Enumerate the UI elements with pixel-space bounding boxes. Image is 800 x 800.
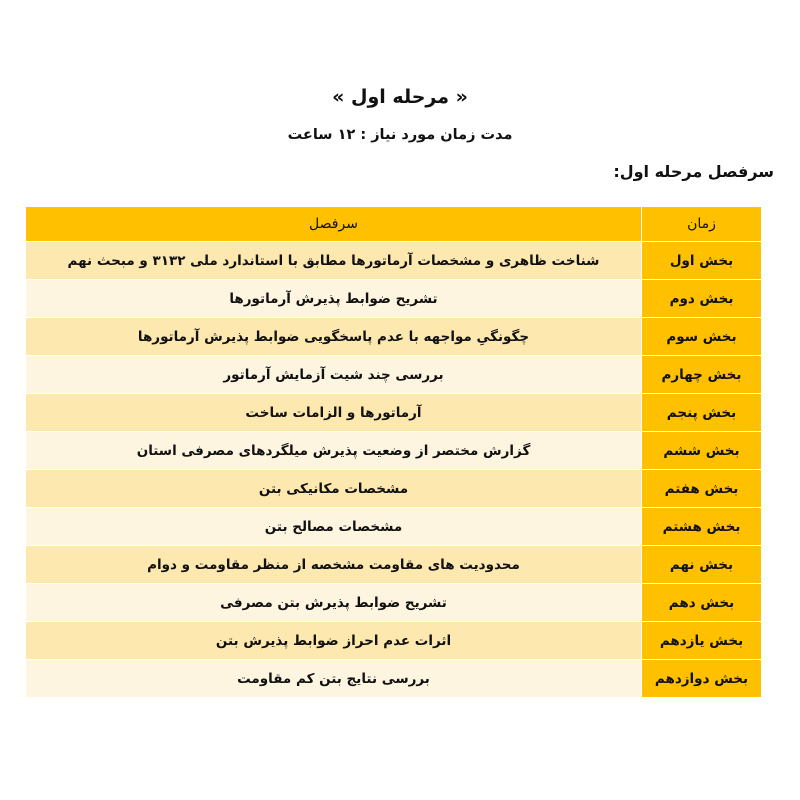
table-row bbox=[26, 318, 762, 356]
table-row bbox=[26, 394, 762, 432]
row-time-cell: بخش نهم bbox=[642, 546, 762, 584]
row-topic-cell: بررسی چند شیت آزمایش آرماتور bbox=[26, 356, 642, 394]
table-row bbox=[26, 508, 762, 546]
row-time-cell: بخش هشتم bbox=[642, 508, 762, 546]
section-heading: سرفصل مرحله اول: bbox=[613, 162, 774, 181]
table-header-row bbox=[26, 207, 762, 242]
row-time-cell: بخش هفتم bbox=[642, 470, 762, 508]
table-row bbox=[26, 470, 762, 508]
table-row bbox=[26, 242, 762, 280]
table-row bbox=[26, 584, 762, 622]
table-row bbox=[26, 432, 762, 470]
row-time-cell: بخش ششم bbox=[642, 432, 762, 470]
outline-table bbox=[25, 206, 762, 698]
row-time-cell: بخش پنجم bbox=[642, 394, 762, 432]
duration-text: مدت زمان مورد نیاز : ۱۲ ساعت bbox=[287, 127, 513, 143]
row-topic-cell: تشریح ضوابط پذیرش آرماتورها bbox=[26, 280, 642, 318]
row-time-cell: بخش دوم bbox=[642, 280, 762, 318]
table-row bbox=[26, 622, 762, 660]
row-time-cell: بخش سوم bbox=[642, 318, 762, 356]
row-time-cell: بخش اول bbox=[642, 242, 762, 280]
row-time-cell: بخش دهم bbox=[642, 584, 762, 622]
row-topic-cell: مشخصات مصالح بتن bbox=[26, 508, 642, 546]
page-title: « مرحله اول » bbox=[332, 86, 468, 108]
row-topic-cell: تشریح ضوابط پذیرش بتن مصرفی bbox=[26, 584, 642, 622]
header-time: زمان bbox=[642, 207, 762, 242]
header-topic: سرفصل bbox=[26, 207, 642, 242]
row-topic-cell: محدودیت های مقاومت مشخصه از منظر مقاومت و دوام bbox=[26, 546, 642, 584]
row-topic-cell: بررسی نتایج بتن کم مقاومت bbox=[26, 660, 642, 698]
row-topic-cell: گزارش مختصر از وضعیت پذیرش میلگردهای مصرفی استان bbox=[26, 432, 642, 470]
row-topic-cell: شناخت ظاهری و مشخصات آرماتورها مطابق با استاندارد ملی ۳۱۳۲ و مبحث نهم bbox=[26, 242, 642, 280]
table-row bbox=[26, 546, 762, 584]
table-row bbox=[26, 280, 762, 318]
row-topic-cell: آرماتورها و الزامات ساخت bbox=[26, 394, 642, 432]
row-time-cell: بخش یازدهم bbox=[642, 622, 762, 660]
row-time-cell: بخش دوازدهم bbox=[642, 660, 762, 698]
row-topic-cell: چگونگیِ مواجهه با عدم پاسخگویی ضوابط پذیرش آرماتورها bbox=[26, 318, 642, 356]
table-body bbox=[26, 242, 762, 698]
row-time-cell: بخش چهارم bbox=[642, 356, 762, 394]
table-row bbox=[26, 356, 762, 394]
row-topic-cell: مشخصات مکانیکی بتن bbox=[26, 470, 642, 508]
table-row bbox=[26, 660, 762, 698]
row-topic-cell: اثرات عدم احراز ضوابط پذیرش بتن bbox=[26, 622, 642, 660]
